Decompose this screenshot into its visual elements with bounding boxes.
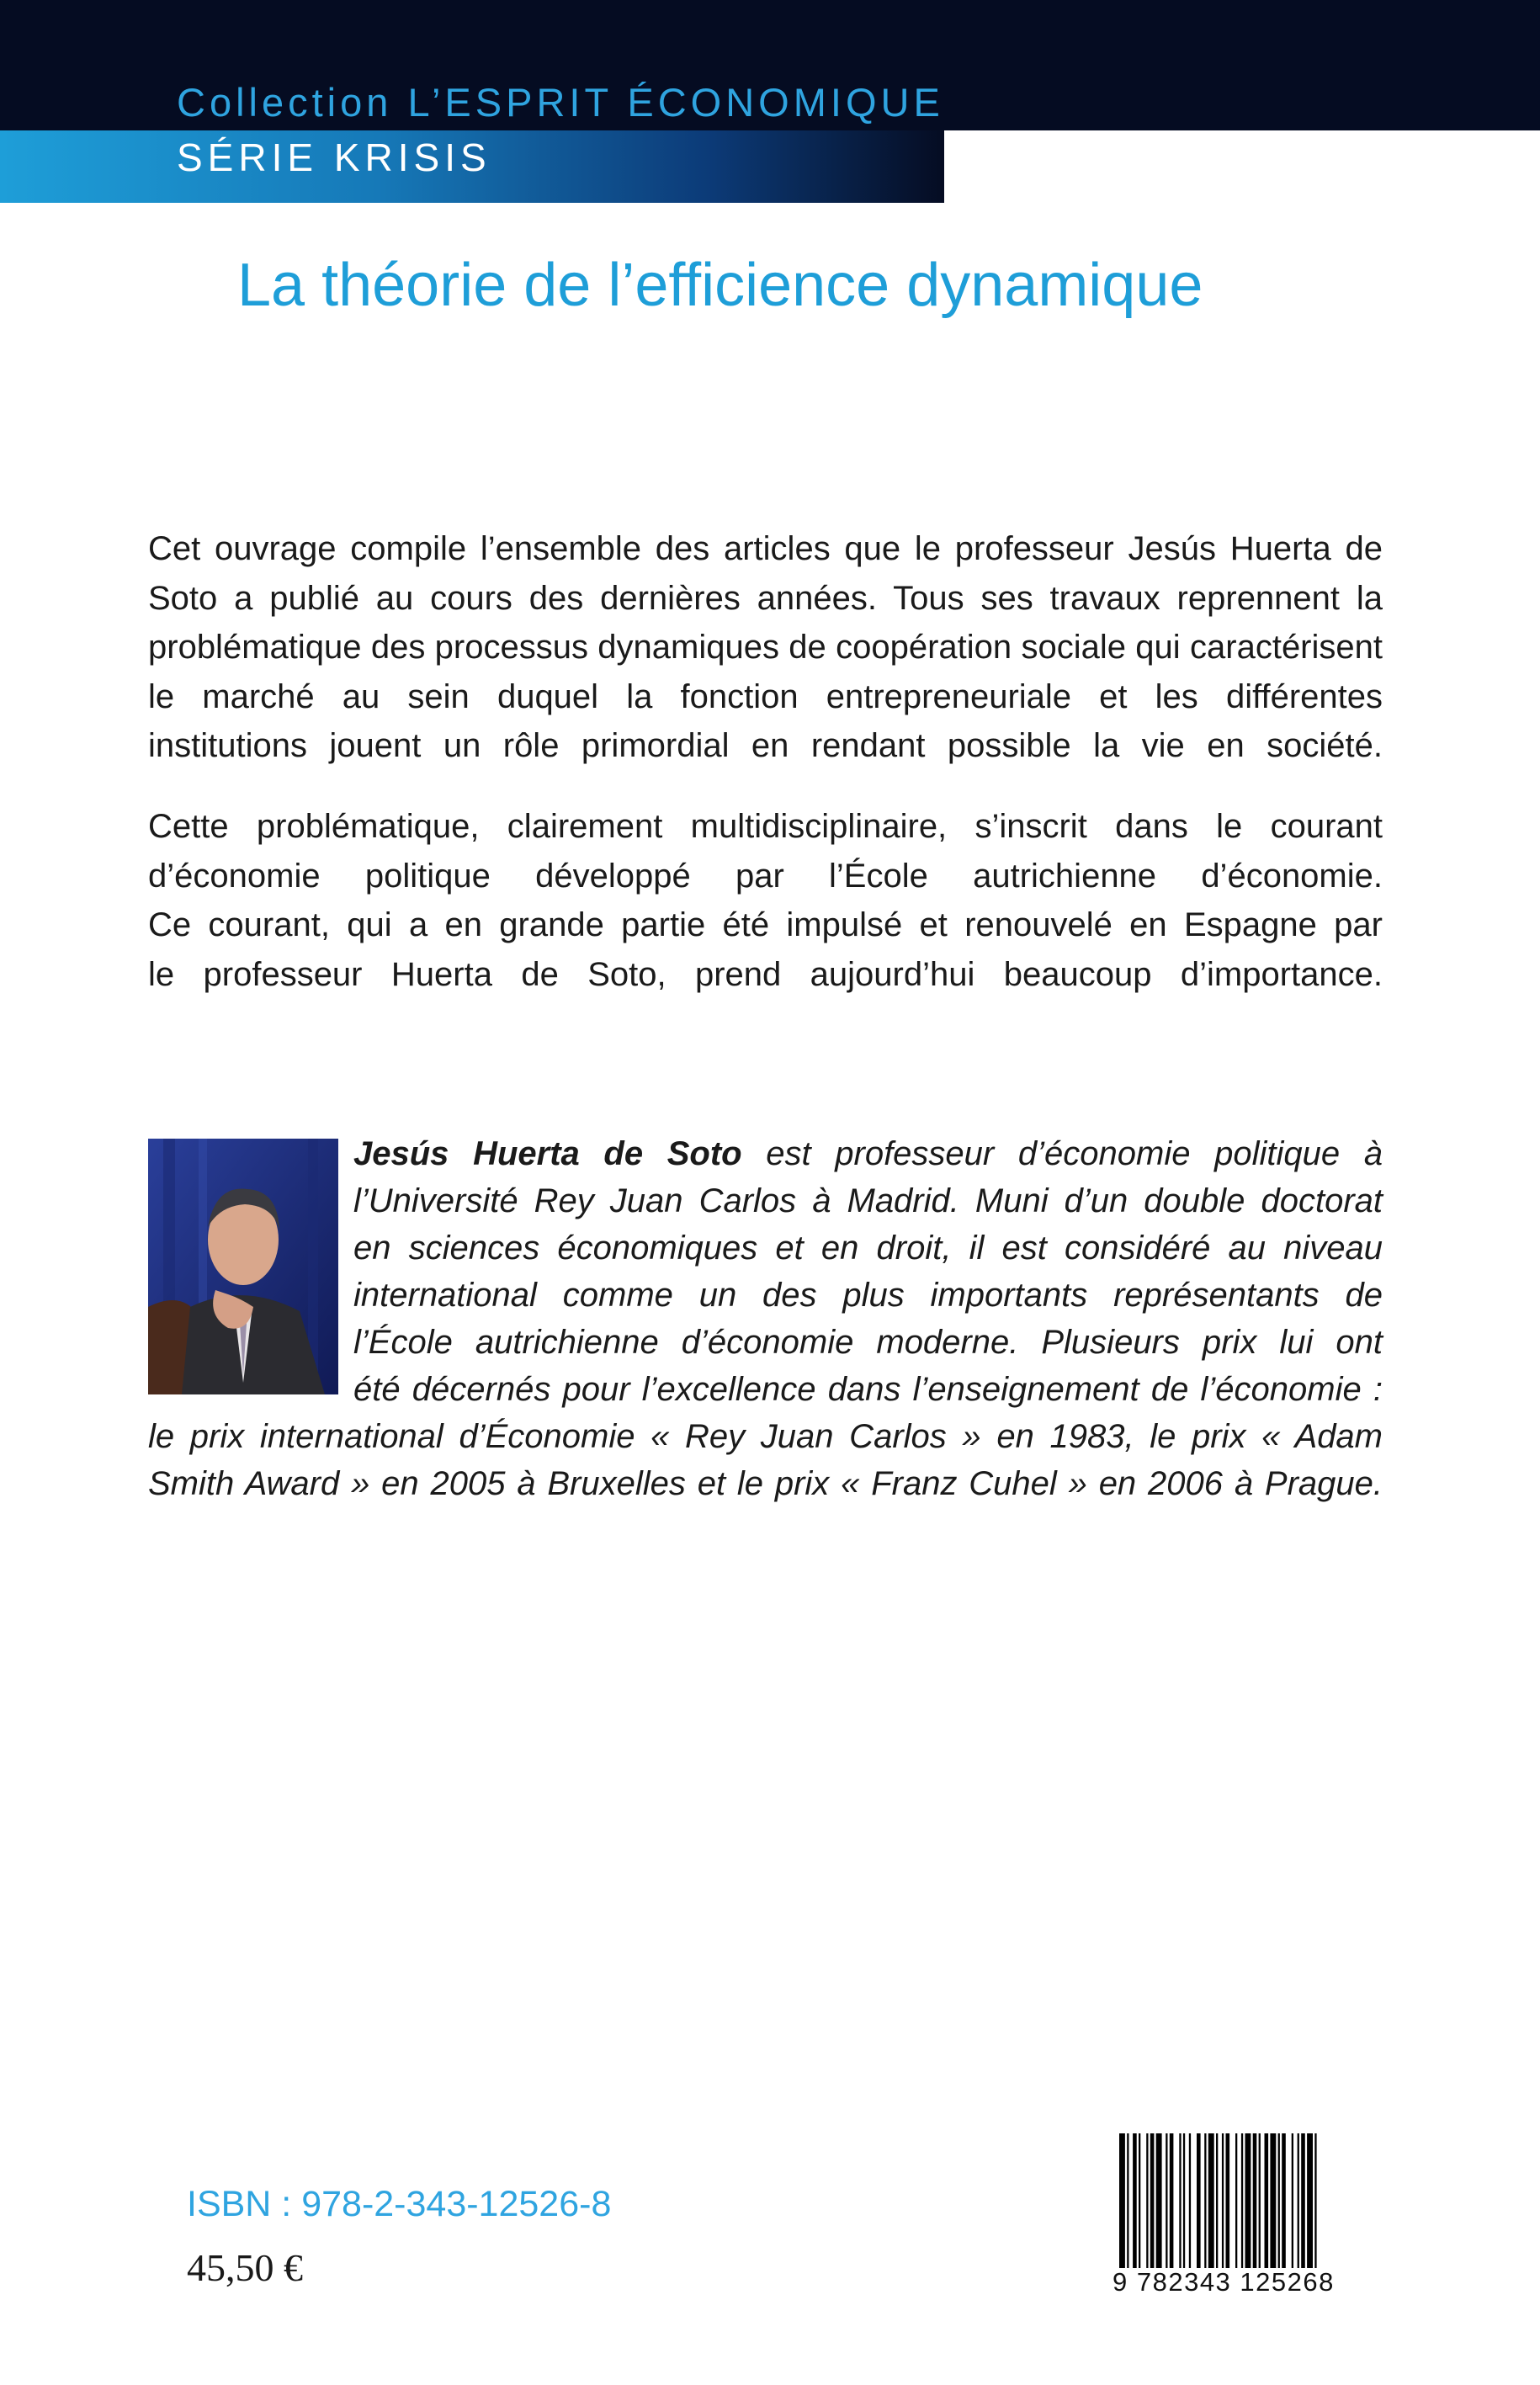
barcode-bar <box>1298 2133 1299 2268</box>
barcode-bar <box>1150 2133 1155 2268</box>
barcode-bar <box>1216 2133 1218 2268</box>
barcode-bar <box>1204 2133 1206 2268</box>
barcode-bar <box>1139 2133 1140 2268</box>
barcode-bar <box>1235 2133 1237 2268</box>
summary-paragraph-1 <box>148 524 1383 771</box>
barcode-bar <box>1183 2133 1185 2268</box>
text-line: Cet ouvrage compile l’ensemble des articles que le professeur Jesús Huerta de <box>148 530 1383 567</box>
text-line: le professeur Huerta de Soto, prend aujourd’hui beaucoup d’importance. <box>148 955 1383 993</box>
barcode-bar <box>1119 2133 1125 2268</box>
barcode-bar <box>1197 2133 1201 2268</box>
bio-line: l’École autrichienne d’économie moderne. Plusieurs prix lui ont <box>353 1324 1383 1361</box>
bio-line: Smith Award » en 2005 à Bruxelles et le prix « Franz Cuhel » en 2006 à Prague. <box>148 1465 1383 1502</box>
author-name: Jesús Huerta de Soto <box>353 1135 742 1172</box>
barcode-bar <box>1314 2133 1316 2268</box>
isbn: ISBN : 978-2-343-12526-8 <box>187 2184 612 2224</box>
bio-line: international comme un des plus importants représentants de <box>353 1277 1383 1314</box>
barcode-bar <box>1270 2133 1276 2268</box>
barcode-bar <box>1166 2133 1167 2268</box>
barcode-bar <box>1259 2133 1261 2268</box>
bio-text: est professeur d’économie politique à <box>741 1135 1383 1172</box>
barcode-bar <box>1301 2133 1305 2268</box>
text-line: Soto a publié au cours des dernières années. Tous ses travaux reprennent la <box>148 579 1383 617</box>
text-line: Ce courant, qui a en grande partie été impulsé et renouvelé en Espagne par <box>148 906 1383 943</box>
barcode-bar <box>1241 2133 1243 2268</box>
author-bio <box>148 1130 1383 1507</box>
price: 45,50 € <box>187 2246 303 2289</box>
barcode-bar <box>1307 2133 1313 2268</box>
text-line: Cette problématique, clairement multidisciplinaire, s’inscrit dans le courant <box>148 808 1383 845</box>
barcode-digits: 9 782343 125268 <box>1113 2267 1335 2297</box>
barcode-bar <box>1208 2133 1214 2268</box>
text-line: institutions jouent un rôle primordial en rendant possible la vie en société. <box>148 727 1383 764</box>
barcode-bar <box>1127 2133 1128 2268</box>
barcode-bar <box>1265 2133 1269 2268</box>
barcode <box>1116 2133 1385 2268</box>
book-title: La théorie de l’efficience dynamique <box>237 252 1203 319</box>
barcode-bar <box>1253 2133 1257 2268</box>
bio-line <box>353 1130 1383 1177</box>
barcode-bar <box>1282 2133 1286 2268</box>
bio-line: en sciences économiques et en droit, il est considéré au niveau <box>353 1230 1383 1267</box>
summary-paragraph-2 <box>148 802 1383 999</box>
bio-line: l’Université Rey Juan Carlos à Madrid. Muni d’un double doctorat <box>353 1182 1383 1219</box>
bio-line: le prix international d’Économie « Rey Juan Carlos » en 1983, le prix « Adam <box>148 1418 1383 1455</box>
text-line: d’économie politique développé par l’École autrichienne d’économie. <box>148 857 1383 895</box>
barcode-bar <box>1278 2133 1280 2268</box>
barcode-bar <box>1170 2133 1174 2268</box>
collection-name: Collection L’ESPRIT ÉCONOMIQUE <box>177 80 944 125</box>
barcode-bar <box>1222 2133 1224 2268</box>
barcode-bar <box>1189 2133 1191 2268</box>
barcode-bar <box>1226 2133 1230 2268</box>
barcode-bar <box>1179 2133 1181 2268</box>
barcode-bar <box>1292 2133 1293 2268</box>
barcode-bar <box>1146 2133 1148 2268</box>
barcode-bar <box>1245 2133 1251 2268</box>
barcode-bar <box>1156 2133 1162 2268</box>
text-line: le marché au sein duquel la fonction entrepreneuriale et les différentes <box>148 677 1383 715</box>
bio-line: été décernés pour l’excellence dans l’enseignement de l’économie : <box>353 1371 1383 1408</box>
text-line: problématique des processus dynamiques de coopération sociale qui caractérisent <box>148 629 1383 666</box>
serie-name: SÉRIE KRISIS <box>177 135 491 179</box>
barcode-bar <box>1133 2133 1137 2268</box>
